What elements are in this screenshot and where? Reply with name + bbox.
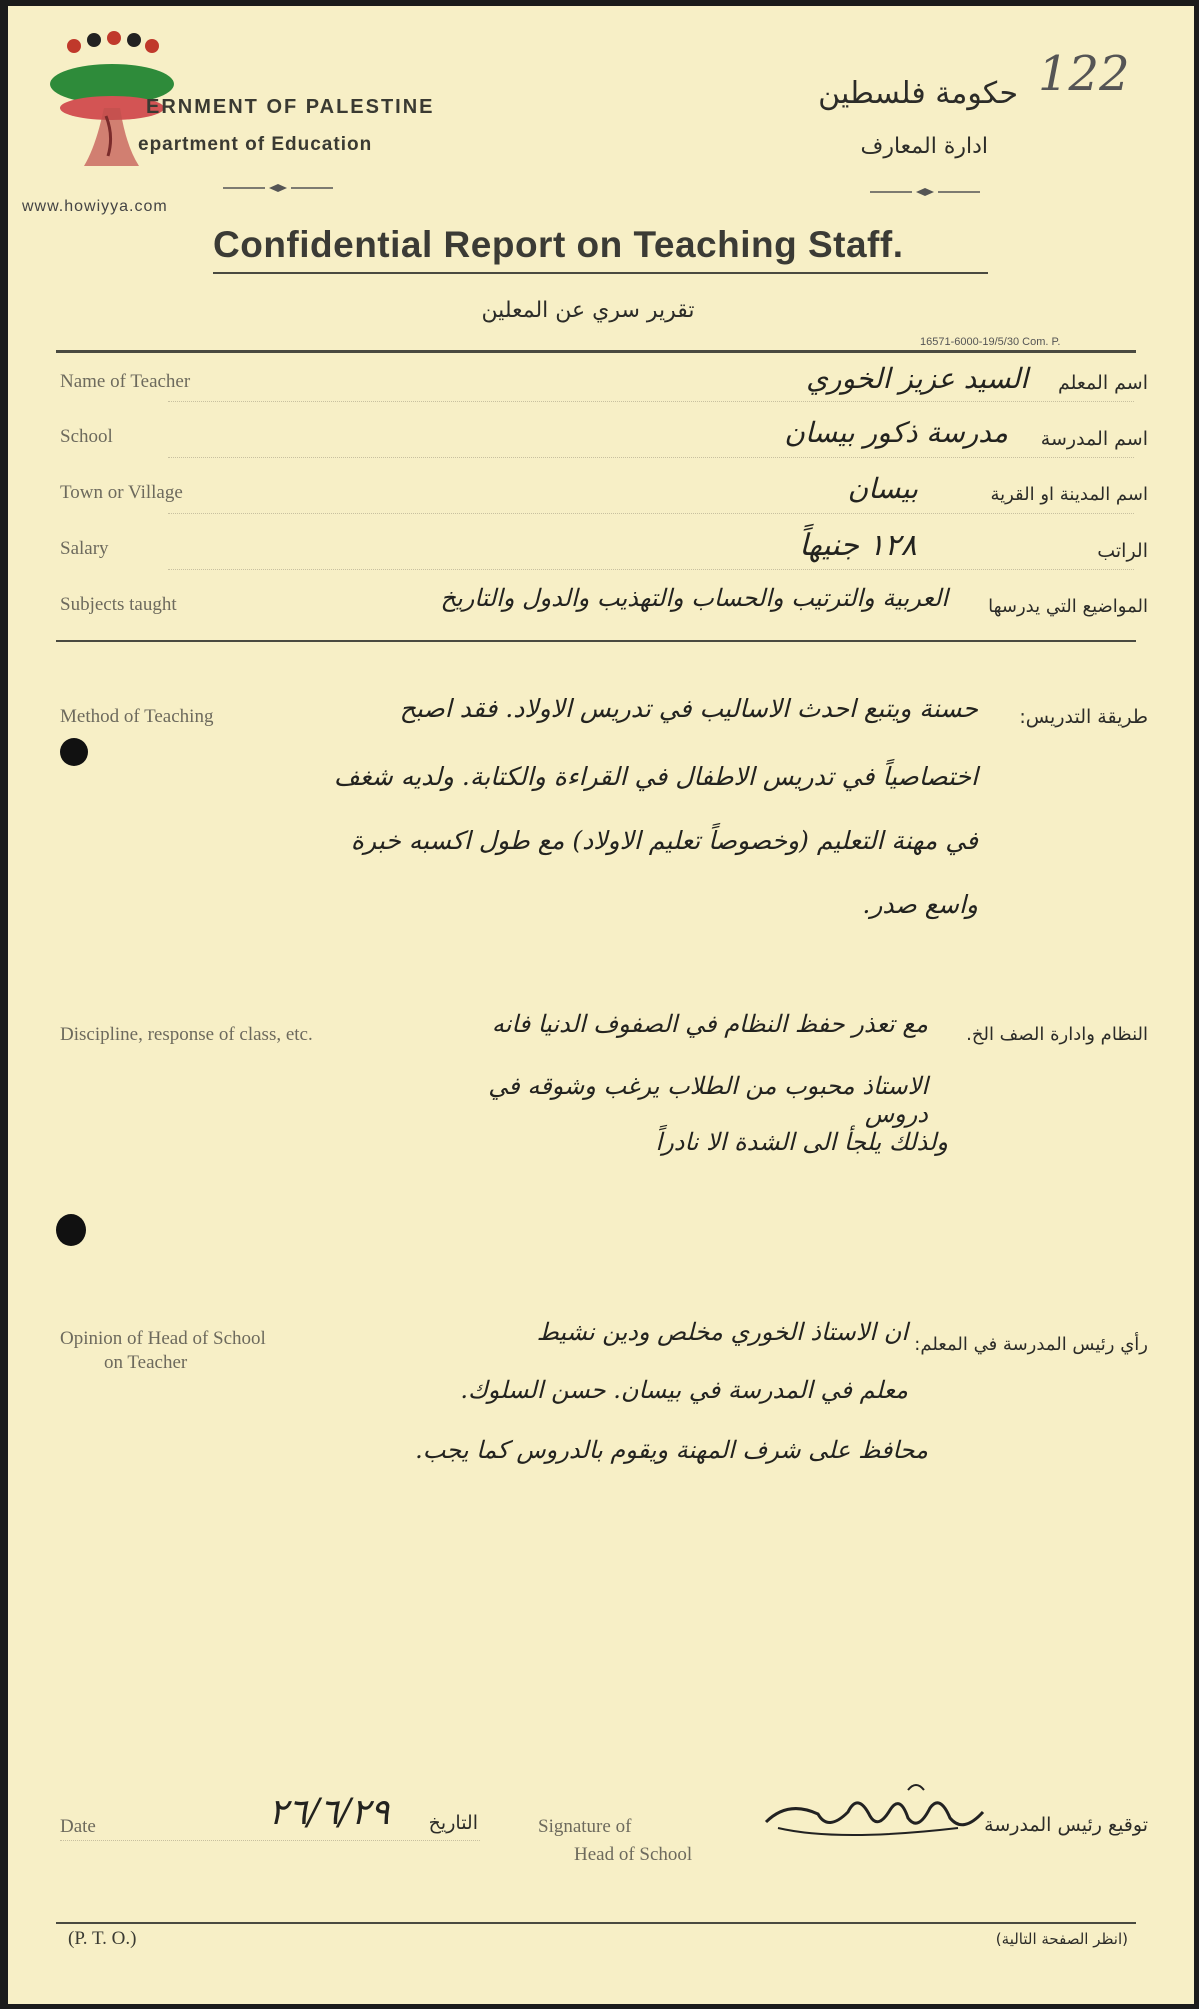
label-sig-ar: توقيع رئيس المدرسة bbox=[984, 1814, 1148, 1836]
label-discipline-en: Discipline, response of class, etc. bbox=[60, 1024, 313, 1045]
method-line-1: حسنة ويتبع احدث الاساليب في تدريس الاولاد. فقد اصبح bbox=[399, 694, 978, 723]
discipline-line-2: الاستاذ محبوب من الطلاب يرغب وشوقه في دروس bbox=[488, 1072, 928, 1128]
method-line-3: في مهنة التعليم (وخصوصاً تعليم الاولاد) مع طول اكسبه خبرة bbox=[350, 826, 978, 855]
label-date-en: Date bbox=[60, 1816, 96, 1837]
label-school-en: School bbox=[60, 426, 113, 447]
label-name-en: Name of Teacher bbox=[60, 371, 191, 392]
punch-hole-2 bbox=[56, 1214, 86, 1246]
label-discipline-ar: النظام وادارة الصف الخ. bbox=[966, 1024, 1148, 1045]
report-form bbox=[8, 6, 1194, 2004]
label-sig-en-1: Signature of bbox=[538, 1816, 632, 1837]
opinion-line-1: ان الاستاذ الخوري مخلص ودين نشيط bbox=[536, 1318, 908, 1346]
value-salary: ١٢٨ جنيهاً bbox=[799, 528, 917, 563]
discipline-line-3: ولذلك يلجأ الى الشدة الا نادراً bbox=[655, 1128, 948, 1156]
label-school-ar: اسم المدرسة bbox=[1040, 428, 1148, 450]
ornament-left bbox=[223, 180, 333, 190]
opinion-line-3: محافظ على شرف المهنة ويقوم بالدروس كما يجب. bbox=[415, 1436, 928, 1464]
opinion-line-2: معلم في المدرسة في بيسان. حسن السلوك. bbox=[460, 1376, 908, 1404]
report-title-en: Confidential Report on Teaching Staff. bbox=[213, 224, 904, 265]
label-salary-en: Salary bbox=[60, 538, 109, 559]
label-method-ar: طريقة التدريس: bbox=[1019, 706, 1148, 728]
fields-rule bbox=[56, 640, 1136, 642]
pto-en: (P. T. O.) bbox=[68, 1928, 137, 1949]
gov-title-en: ERNMENT OF PALESTINE bbox=[146, 96, 435, 118]
dept-title-ar: ادارة المعارف bbox=[860, 134, 988, 159]
label-subjects-ar: المواضيع التي يدرسها bbox=[988, 596, 1148, 617]
gov-title-ar: حكومة فلسطين bbox=[818, 76, 1018, 111]
title-underline bbox=[213, 272, 988, 274]
label-method-en: Method of Teaching bbox=[60, 706, 214, 727]
label-date-ar: التاريخ bbox=[428, 1812, 478, 1834]
head-signature bbox=[758, 1772, 988, 1852]
footer-rule bbox=[56, 1922, 1136, 1924]
label-opinion-en-2: on Teacher bbox=[104, 1352, 188, 1373]
method-line-2: اختصاصياً في تدريس الاطفال في القراءة والكتابة. ولديه شغف bbox=[333, 762, 978, 791]
page-number: 122 bbox=[1038, 46, 1130, 102]
value-town: بيسان bbox=[847, 472, 918, 505]
report-title-ar: تقرير سري عن المعلين bbox=[481, 298, 695, 323]
date-value: ٢٦/٦/٢٩ bbox=[268, 1792, 390, 1833]
ornament-right bbox=[870, 184, 980, 194]
header-rule bbox=[56, 350, 1136, 353]
method-line-4: واسع صدر. bbox=[862, 890, 978, 919]
print-code: 16571-6000-19/5/30 Com. P. bbox=[920, 336, 1061, 348]
label-salary-ar: الراتب bbox=[1097, 540, 1148, 562]
watermark-url: www.howiyya.com bbox=[22, 198, 168, 215]
label-opinion-en-1: Opinion of Head of School bbox=[60, 1328, 266, 1349]
value-subjects: العربية والترتيب والحساب والتهذيب والدول والتاريخ bbox=[440, 584, 948, 612]
label-subjects-en: Subjects taught bbox=[60, 594, 177, 615]
dept-title-en: epartment of Education bbox=[138, 134, 373, 155]
value-school: مدرسة ذكور بيسان bbox=[784, 416, 1008, 449]
discipline-line-1: مع تعذر حفظ النظام في الصفوف الدنيا فانه bbox=[491, 1010, 928, 1038]
punch-hole-1 bbox=[60, 738, 88, 766]
label-town-en: Town or Village bbox=[60, 482, 183, 503]
label-sig-en-2: Head of School bbox=[574, 1844, 693, 1865]
label-opinion-ar: رأي رئيس المدرسة في المعلم: bbox=[914, 1334, 1148, 1355]
pto-ar: (انظر الصفحة التالية) bbox=[995, 1930, 1128, 1948]
value-name: السيد عزيز الخوري bbox=[806, 362, 1028, 395]
label-name-ar: اسم المعلم bbox=[1057, 372, 1148, 394]
label-town-ar: اسم المدينة او القرية bbox=[990, 484, 1148, 505]
